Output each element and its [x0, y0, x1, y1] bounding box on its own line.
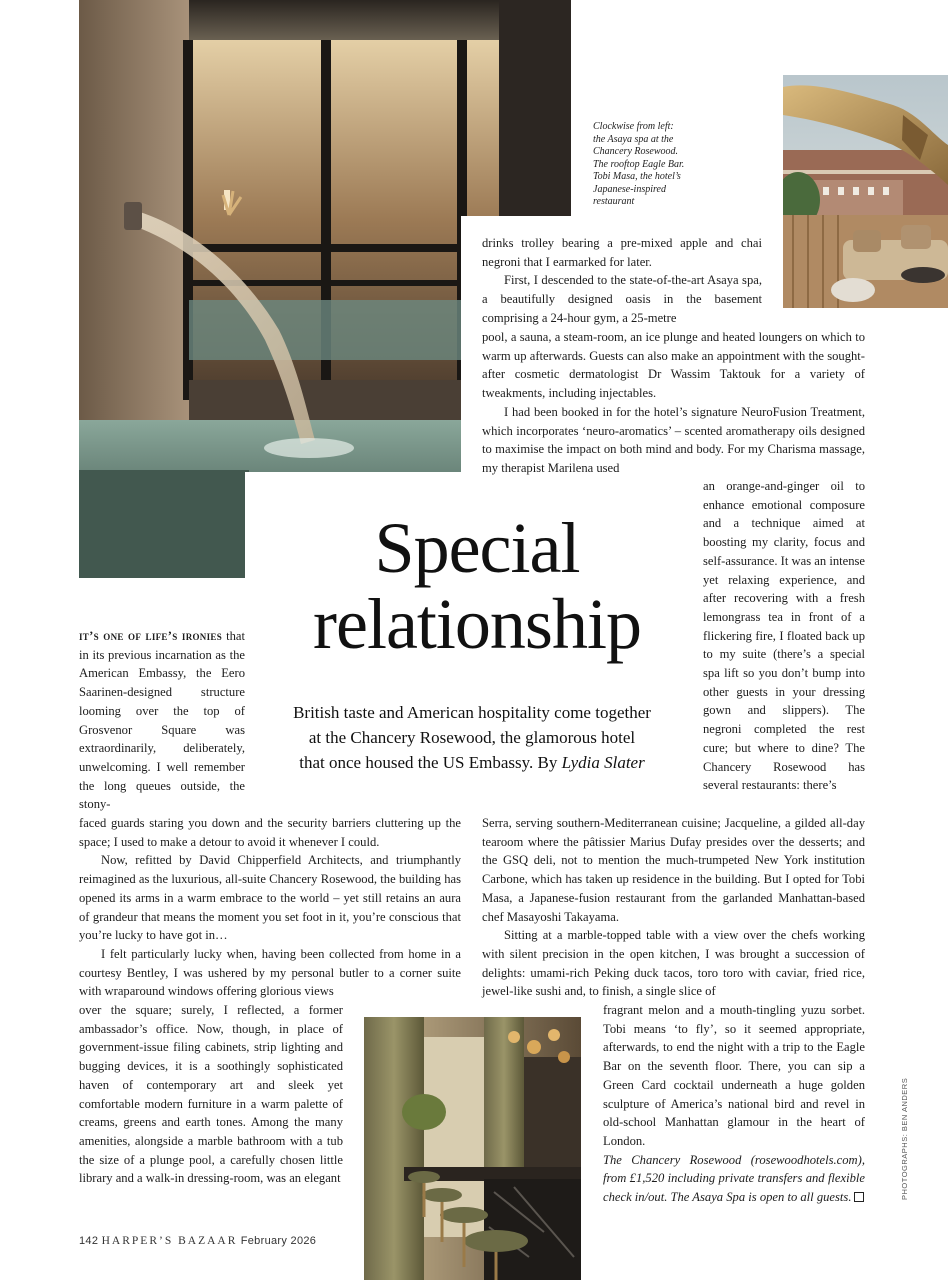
paragraph: drinks trolley bearing a pre-mixed apple and chai negroni that I earmarked for later.: [482, 236, 762, 269]
standfirst: [262, 700, 682, 775]
headline-line2: relationship: [313, 584, 641, 664]
issue-date: February 2026: [240, 1235, 317, 1247]
restaurant-photo: [364, 1017, 581, 1280]
info-paragraph: [603, 1151, 865, 1207]
photo-caption: [593, 121, 733, 209]
page-number: 142: [79, 1235, 99, 1247]
paragraph: over the square; surely, I reflected, a former ambassador’s office. Now, though, in place of government-issue filing cabinets, strip lighting and bugging devices, it is a soothingly sophisticated haven of contemporary art and sleek yet comfortable modern furniture in a warm palette of creams, greens and earth tones. Among the many amenities, alongside a marble bathroom with a tub the size of a plunge pool, a carefully chosen little library and a walk-in dressing-room, was an elegant: [79, 1003, 343, 1186]
paragraph: an orange-and-ginger oil to enhance emotional composure and a technique aimed at boosting my clarity, focus and self-assurance. It was an intense yet relaxing experience, and after recovering with a fresh lemongrass tea in front of a flickering fire, I floated back up to my suite (there’s a special spa lift so you don’t bump into other guests in your dressing gown and slippers). The negroni completed the rest cure; but where to dine? The Chancery Rosewood has several restaurants: there’s: [703, 479, 865, 793]
paragraph: I had been booked in for the hotel’s signature NeuroFusion Treatment, which incorporates ‘neuro-aromatics’ – scented aromatherapy oils designed to maximise the impact on both mind and body. For my Charisma massage, my therapist Marilena used: [482, 404, 865, 475]
lede: it’s one of life’s ironies: [79, 629, 223, 643]
paragraph: [79, 627, 245, 814]
standfirst-line2: at the Chancery Rosewood, the glamorous hotel: [308, 728, 636, 747]
paragraph: Serra, serving southern-Mediterranean cuisine; Jacqueline, a gilded all-day tearoom where the pâtissier Marius Dufay presides over the desserts; and the GSQ deli, not to mention the much-trumpeted New York institution Carbone, which has taken up residence in the building. But I opted for Tobi Masa, a Japanese-fusion restaurant from the garlanded Manhattan-based chef Masayoshi Takayama.: [482, 816, 865, 924]
body-col-left-top: [79, 627, 245, 814]
paragraph-text: that in its previous incarnation as the American Embassy, the Eero Saarinen-designed structure looming over the top of Grosvenor Square was extraordinarily, deliberately, unwelcoming. I well remember the long queues outside, the stony-: [79, 629, 245, 812]
paragraph: Now, refitted by David Chipperfield Architects, and triumphantly reimagined as the luxurious, all-suite Chancery Rosewood, the building has opened its arms in a warm embrace to the world – yet still retains an aura of grandeur that means the moment you set foot in it, you’re conscious that you’re lucky to have got in…: [79, 853, 461, 943]
page-footer: [79, 1235, 316, 1247]
end-mark-icon: [854, 1192, 864, 1202]
body-col-left-bottom: [79, 1001, 343, 1188]
info-text: The Chancery Rosewood (rosewoodhotels.com), from £1,520 including private transfers and flexible check in/out. The Asaya Spa is open to all guests.: [603, 1152, 865, 1205]
caption-line: Clockwise from left:: [593, 121, 674, 132]
body-col-right-bottom: [603, 1001, 865, 1207]
body-col-left-wide: [79, 814, 461, 1001]
caption-line: restaurant: [593, 196, 635, 207]
headline: [262, 510, 692, 662]
standfirst-line1: British taste and American hospitality come together: [293, 703, 651, 722]
caption-line: The rooftop Eagle Bar.: [593, 158, 685, 170]
author-name: Lydia Slater: [561, 753, 645, 772]
body-col-right-wide: [482, 328, 865, 478]
paragraph: faced guards staring you down and the security barriers cluttering up the space; I used to make a detour to avoid it whenever I could.: [79, 816, 461, 849]
photo-credit: PHOTOGRAPHS: BEN ANDERS: [900, 1077, 909, 1200]
paragraph: pool, a sauna, a steam-room, an ice plunge and heated loungers on which to warm up afterwards. Guests can also make an appointment with the sought-after cosmetic dermatologist Dr Wassim Taktouk for a variety of tweakments, including injectables.: [482, 330, 865, 401]
paragraph: First, I descended to the state-of-the-art Asaya spa, a beautifully designed oasis in the basement comprising a 24-hour gym, a 25-metre: [482, 273, 762, 325]
paragraph: I felt particularly lucky when, having been collected from home in a courtesy Bentley, I was ushered by my personal butler to a corner suite with wraparound windows offering glorious views: [79, 946, 461, 999]
body-col-right-top: [482, 234, 762, 328]
headline-line1: Special: [374, 508, 580, 588]
paragraph: Sitting at a marble-topped table with a view over the chefs working with silent precision in the open kitchen, I was brought a succession of delights: umami-rich Peking duck tacos, toro toro with caviar, fried rice, jewel-like sushi and, to finish, a single slice of: [482, 928, 865, 999]
standfirst-byline-prefix: that once housed the US Embassy. By: [299, 753, 558, 772]
caption-line: Tobi Masa, the hotel’s: [593, 171, 681, 182]
caption-line: the Asaya spa at the: [593, 133, 674, 145]
body-col-right-lower: [482, 814, 865, 1001]
paragraph: fragrant melon and a mouth-tingling yuzu sorbet. Tobi means ‘to fly’, so it seemed appropriate, afterwards, to end the night with a trip to the Eagle Bar on the seventh floor. There, you can sip a Green Card cocktail underneath a huge golden sculpture of America’s national bird and revel in old-school Manhattan glamour in the heart of London.: [603, 1003, 865, 1148]
body-col-right-narrow: [703, 477, 865, 795]
eagle-bar-photo: [783, 75, 948, 308]
standfirst-line3: [262, 750, 682, 775]
caption-line: Chancery Rosewood.: [593, 146, 678, 157]
caption-line: Japanese-inspired: [593, 183, 666, 195]
magazine-name: HARPER’S BAZAAR: [101, 1235, 238, 1247]
